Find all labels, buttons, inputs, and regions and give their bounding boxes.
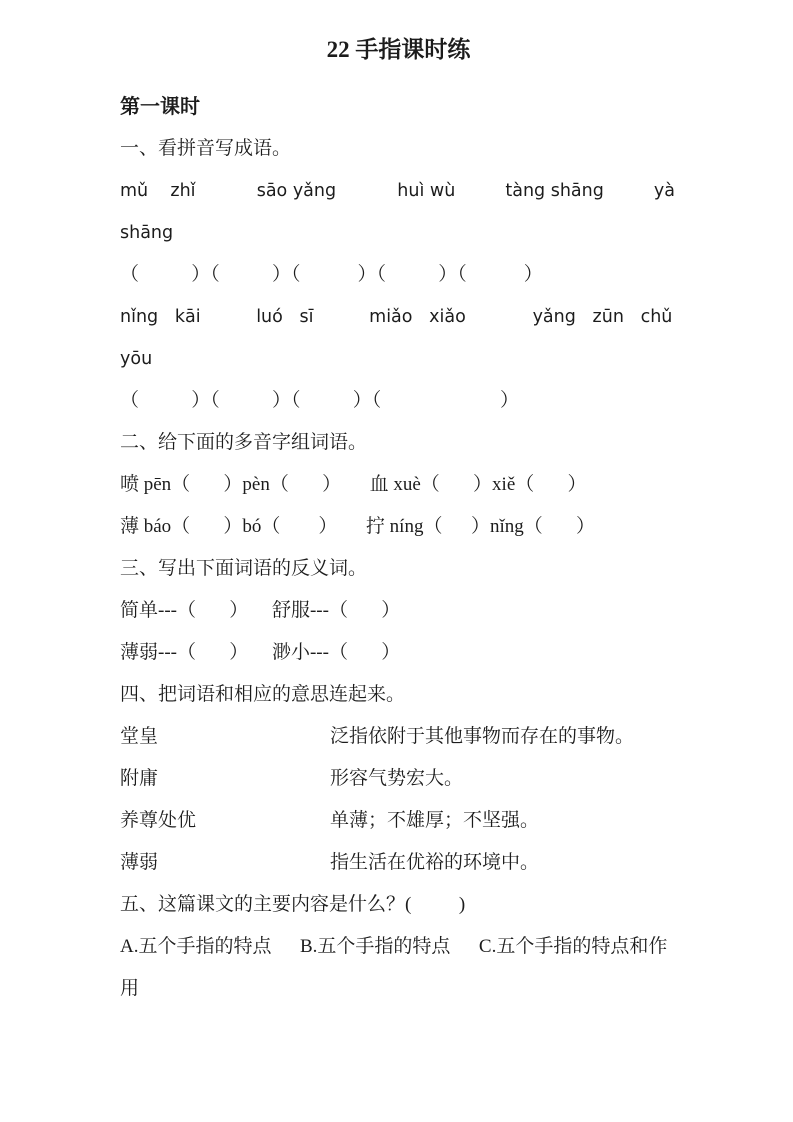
q1-pinyin-row1: mǔ zhǐ sāo yǎng huì wù tàng shāng yà shāng (120, 181, 681, 243)
q4-definition: 泛指依附于其他事物而存在的事物。 (330, 726, 635, 747)
q3-line1: 简单---（ ） 舒服---（ ） (120, 600, 401, 621)
q1-answer-blanks-row1: （ ）（ ）（ ）（ ）（ ） (120, 264, 543, 285)
q4-definition: 形容气势宏大。 (330, 768, 464, 789)
q1-answer-blanks-row2: （ ）（ ）（ ）（ ） (120, 390, 520, 411)
session-heading: 第一课时 (120, 96, 200, 118)
q3-line2: 薄弱---（ ） 渺小---（ ） (120, 642, 401, 663)
q4-term: 养尊处优 (120, 810, 197, 831)
q2-line1: 喷 pēn（ ）pèn（ ） 血 xuè（ ）xiě（ ） (120, 474, 587, 495)
document-title: 22 手指课时练 (326, 37, 471, 62)
q4-match-row (120, 842, 677, 884)
q4-match-row (120, 758, 677, 800)
q4-match-row (120, 716, 677, 758)
q2-line2: 薄 báo（ ）bó（ ） 拧 níng（ ）nǐng（ ） (120, 516, 595, 537)
q1-pinyin-row2: nǐng kāi luó sī miǎo xiǎo yǎng zūn chǔ yōu (120, 307, 690, 369)
q4-term: 堂皇 (120, 726, 159, 747)
q4-definition: 指生活在优裕的环境中。 (330, 852, 540, 873)
q2-prompt: 二、给下面的多音字组词语。 (120, 432, 368, 453)
q5-prompt: 五、这篇课文的主要内容是什么？( ) (120, 894, 466, 915)
q4-definition: 单薄；不雄厚；不坚强。 (330, 810, 540, 831)
q5-options: A.五个手指的特点 B.五个手指的特点 C.五个手指的特点和作用 (120, 936, 668, 999)
q4-term: 薄弱 (120, 852, 159, 873)
q1-prompt: 一、看拼音写成语。 (120, 138, 292, 159)
q4-term: 附庸 (120, 768, 159, 789)
q4-match-row (120, 800, 677, 842)
q4-prompt: 四、把词语和相应的意思连起来。 (120, 684, 406, 705)
q3-prompt: 三、写出下面词语的反义词。 (120, 558, 368, 579)
